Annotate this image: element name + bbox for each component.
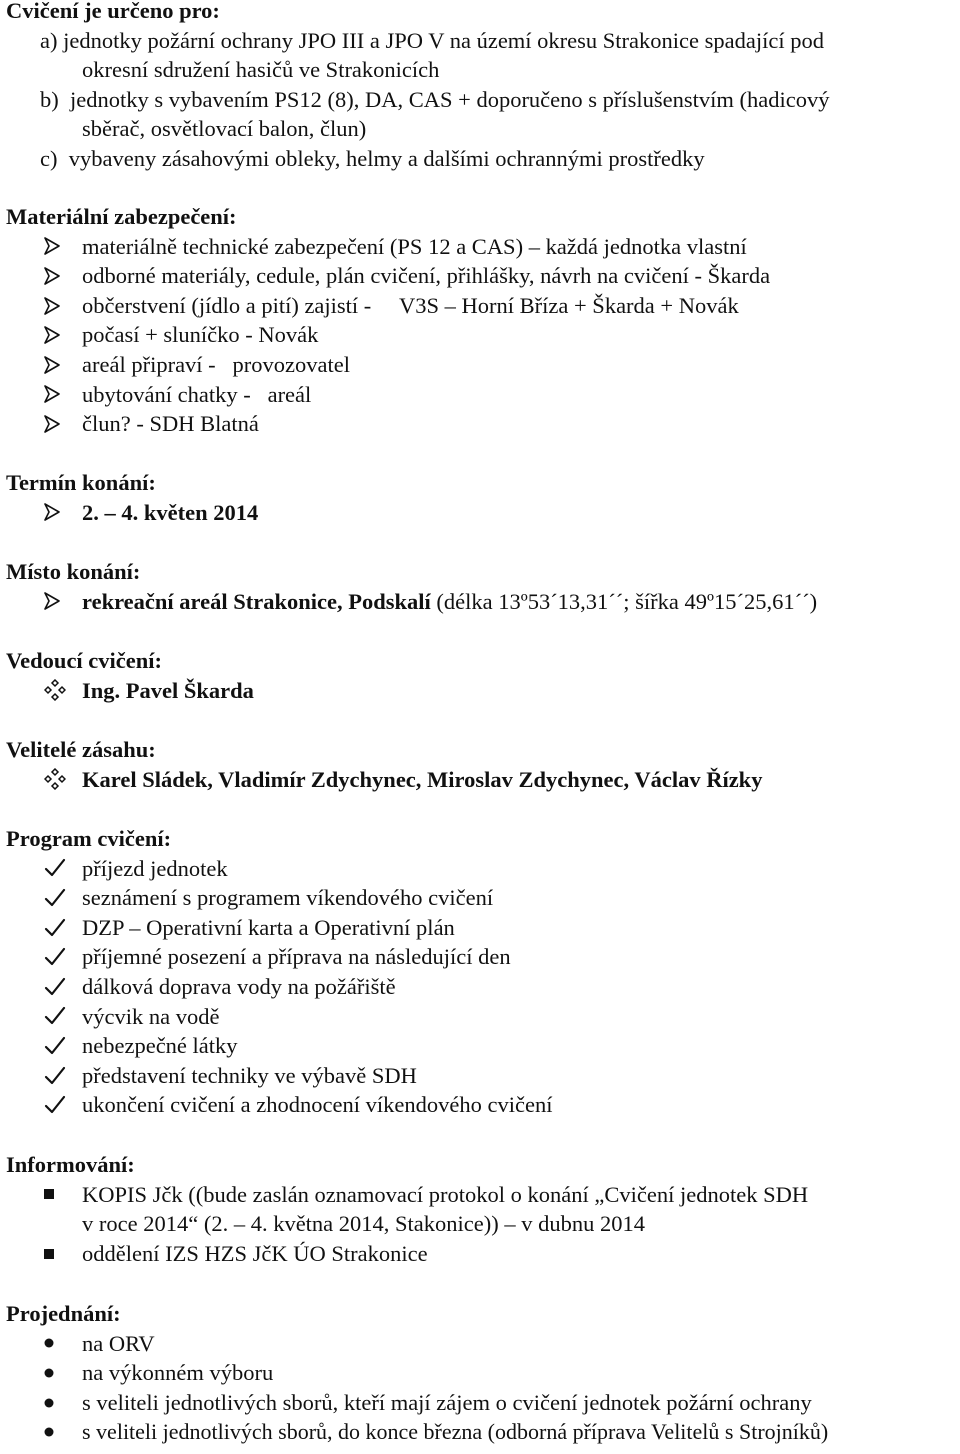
list-item: [6, 232, 956, 262]
list-item-continuation: okresní sdružení hasičů ve Strakonicích: [82, 57, 440, 83]
checkmark-icon: [44, 913, 76, 943]
arrowhead-icon: [44, 291, 76, 321]
item-text: příjezd jednotek: [82, 855, 228, 881]
list-item: [6, 972, 956, 1002]
item-label: b): [40, 86, 59, 112]
section-vedouci: [6, 646, 956, 705]
place-coordinates: (délka 13º53´13,31´´; šířka 49º15´25,61´´): [430, 588, 818, 614]
item-text: člun? - SDH Blatná: [82, 411, 259, 437]
arrowhead-icon: [44, 587, 76, 617]
item-text: materiálně technické zabezpečení (PS 12 a CAS) – každá jednotka vlastní: [82, 233, 747, 259]
section-projednani: [6, 1299, 956, 1447]
item-text: areál připraví - provozovatel: [82, 351, 351, 377]
list-item: [6, 883, 956, 913]
item-text: KOPIS Jčk ((bude zaslán oznamovací protokol o konání „Cvičení jednotek SDH: [82, 1181, 809, 1207]
round-bullet-icon: [44, 1329, 76, 1359]
item-text: vybaveny zásahovými obleky, helmy a dalšími ochrannými prostředky: [68, 145, 705, 171]
section-material: [6, 202, 956, 439]
list-item-continuation: sběrač, osvětlovací balon, člun): [82, 116, 367, 142]
section-heading: Cvičení je určeno pro:: [6, 0, 220, 23]
item-text: ubytování chatky - areál: [82, 381, 312, 407]
list-item: [6, 1358, 956, 1388]
item-text: seznámení s programem víkendového cvičení: [82, 885, 494, 911]
item-text: s veliteli jednotlivých sborů, do konce března (odborná příprava Velitelů s Strojníků): [82, 1419, 829, 1445]
arrowhead-icon: [44, 350, 76, 380]
list-item: [6, 1031, 956, 1061]
item-label: c): [40, 145, 58, 171]
list-item: [6, 498, 956, 528]
round-bullet-icon: [44, 1358, 76, 1388]
item-text: na výkonném výboru: [82, 1360, 274, 1386]
arrowhead-icon: [44, 498, 76, 528]
list-item: [6, 85, 956, 115]
item-text: na ORV: [82, 1330, 155, 1356]
list-item: [6, 942, 956, 972]
arrowhead-icon: [44, 409, 76, 439]
list-item: [6, 676, 956, 706]
section-program: [6, 824, 956, 1120]
item-text: představení techniky ve výbavě SDH: [82, 1062, 417, 1088]
item-text: Karel Sládek, Vladimír Zdychynec, Miroslav Zdychynec, Václav Řízky: [82, 766, 763, 792]
item-text: oddělení IZS HZS JčK ÚO Strakonice: [82, 1240, 428, 1266]
section-heading: Velitelé zásahu:: [6, 737, 156, 762]
list-item: [6, 854, 956, 884]
section-informovani: [6, 1150, 956, 1268]
round-bullet-icon: [44, 1417, 76, 1447]
section-heading: Místo konání:: [6, 559, 141, 584]
checkmark-icon: [44, 1061, 76, 1091]
section-heading: Projednání:: [6, 1301, 121, 1326]
item-text: DZP – Operativní karta a Operativní plán: [82, 914, 455, 940]
item-text: příjemné posezení a příprava na následující den: [82, 944, 511, 970]
list-item: [6, 380, 956, 410]
list-item: [6, 1061, 956, 1091]
list-item: [6, 261, 956, 291]
item-text: jednotky požární ochrany JPO III a JPO V na území okresu Strakonice spadající pod: [63, 27, 824, 53]
item-text: s veliteli jednotlivých sborů, kteří mají zájem o cvičení jednotek požární ochrany: [82, 1389, 812, 1415]
list-item: [6, 1329, 956, 1359]
arrowhead-icon: [44, 232, 76, 262]
list-item: [6, 26, 956, 56]
section-heading: Informování:: [6, 1152, 135, 1177]
list-item: [6, 1002, 956, 1032]
arrowhead-icon: [44, 261, 76, 291]
list-item: [6, 1239, 956, 1269]
four-diamond-icon: [44, 765, 76, 795]
list-item: [6, 144, 956, 174]
item-text: počasí + sluníčko - Novák: [82, 322, 319, 348]
item-label: a): [40, 27, 58, 53]
list-item: [6, 1090, 956, 1120]
checkmark-icon: [44, 854, 76, 884]
list-item-continuation: v roce 2014“ (2. – 4. května 2014, Stakonice)) – v dubnu 2014: [82, 1211, 646, 1237]
list-item: [6, 320, 956, 350]
section-velitele: [6, 735, 956, 794]
list-item: [6, 291, 956, 321]
item-text: výcvik na vodě: [82, 1003, 220, 1029]
place-name: rekreační areál Strakonice, Podskalí: [82, 588, 431, 614]
section-heading: Program cvičení:: [6, 826, 172, 851]
square-bullet-icon: [44, 1180, 76, 1210]
section-heading: Vedoucí cvičení:: [6, 648, 163, 673]
item-text: dálková doprava vody na požářiště: [82, 973, 396, 999]
list-item: [6, 587, 956, 617]
list-item: [6, 409, 956, 439]
list-item: [6, 1180, 956, 1210]
arrowhead-icon: [44, 380, 76, 410]
checkmark-icon: [44, 972, 76, 1002]
checkmark-icon: [44, 1090, 76, 1120]
section-heading: Materiální zabezpečení:: [6, 204, 237, 229]
item-text: Ing. Pavel Škarda: [82, 677, 254, 703]
item-text: jednotky s vybavením PS12 (8), DA, CAS + doporučeno s příslušenstvím (hadicový: [70, 86, 830, 112]
item-text: nebezpečné látky: [82, 1033, 238, 1059]
checkmark-icon: [44, 1031, 76, 1061]
round-bullet-icon: [44, 1388, 76, 1418]
checkmark-icon: [44, 883, 76, 913]
list-item: [6, 913, 956, 943]
list-item: [6, 1417, 956, 1447]
list-item: [6, 350, 956, 380]
section-heading: Termín konání:: [6, 470, 156, 495]
checkmark-icon: [44, 1002, 76, 1032]
arrowhead-icon: [44, 320, 76, 350]
list-item: [6, 1388, 956, 1418]
item-text: ukončení cvičení a zhodnocení víkendového cvičení: [82, 1092, 553, 1118]
item-text: 2. – 4. květen 2014: [82, 499, 259, 525]
section-misto: [6, 557, 956, 616]
item-text: občerstvení (jídlo a pití) zajistí - V3S – Horní Bříza + Škarda + Novák: [82, 292, 739, 318]
square-bullet-icon: [44, 1239, 76, 1269]
checkmark-icon: [44, 942, 76, 972]
list-item: [6, 765, 956, 795]
item-text: odborné materiály, cedule, plán cvičení, přihlášky, návrh na cvičení - Škarda: [82, 263, 771, 289]
section-urceno: [6, 0, 956, 174]
section-termin: [6, 468, 956, 527]
four-diamond-icon: [44, 676, 76, 706]
